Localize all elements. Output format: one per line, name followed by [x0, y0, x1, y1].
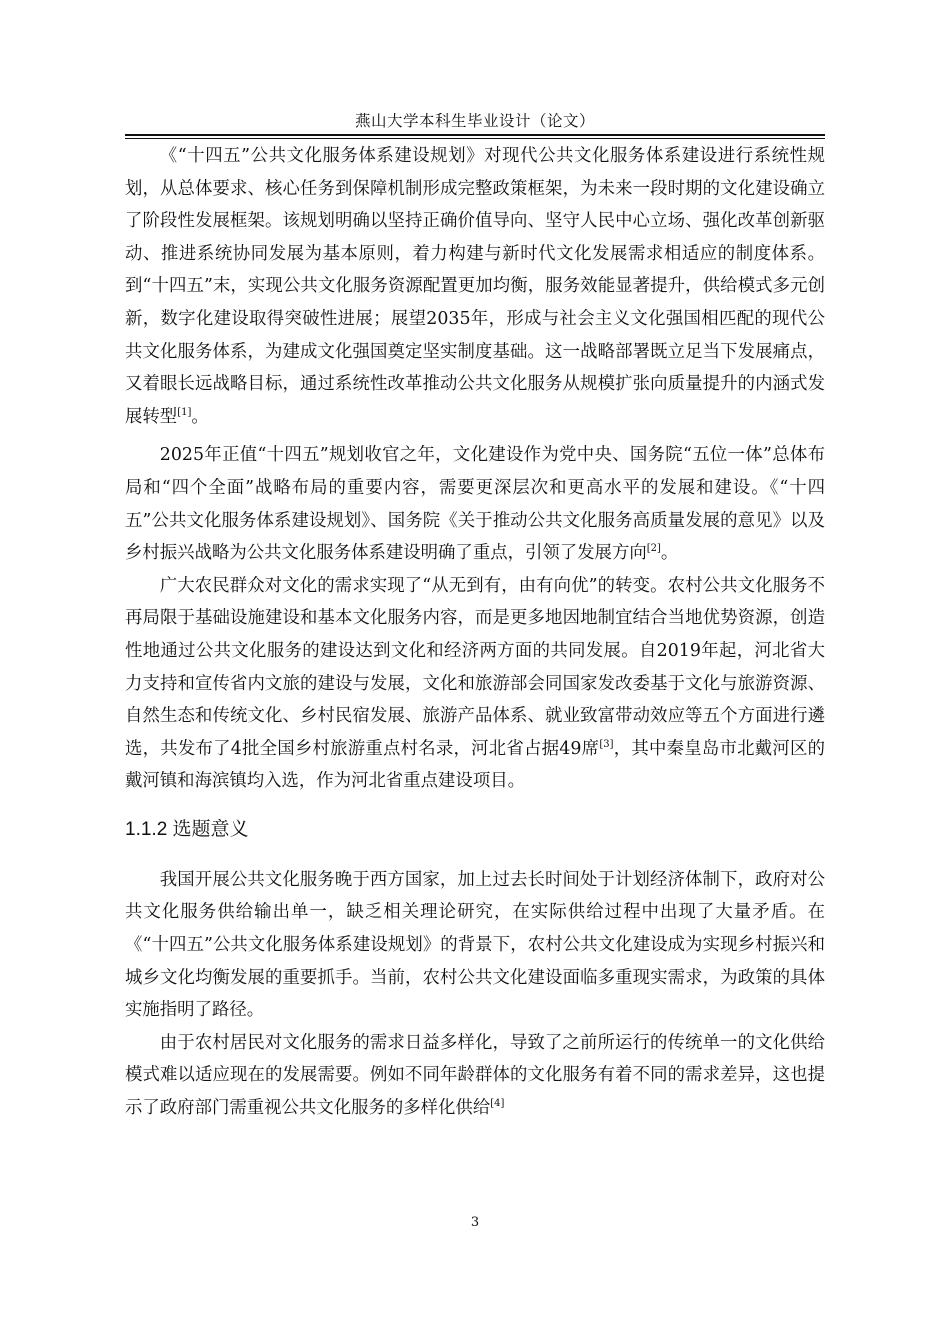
citation-ref: [2] [646, 543, 661, 555]
body-text [125, 140, 825, 1125]
page-number: 3 [470, 1215, 480, 1230]
paragraph-text: 广大农民群众对文化的需求实现了“从无到有，由有向优”的转变。农村公共文化服务不再局限于基础设施建设和基本文化服务内容，而是更多地因地制宜结合当地优势资源，创造性地通过公共文化服务的建设达到文化和经济两方面的共同发展。自2019年起，河北省大力支持和宣传省内文旅的建设与发展，文化和旅游部会同国家发改委基于文化与旅游资源、自然生态和传统文化、乡村民宿发展、旅游产品体系、就业致富带动效应等五个方面进行遴选，共发布了4批全国乡村旅游重点村名录，河北省占据49席 [125, 575, 825, 759]
paragraph-text: 《“十四五”公共文化服务体系建设规划》对现代公共文化服务体系建设进行系统性规划，从总体要求、核心任务到保障机制形成完整政策框架，为未来一段时期的文化建设确立了阶段性发展框架。该规划明确以坚持正确价值导向、坚守人民中心立场、强化改革创新驱动、推进系统协同发展为基本原则，着力构建与新时代文化发展需求相适应的制度体系。到“十四五”末，实现公共文化服务资源配置更加均衡，服务效能显著提升，供给模式多元创新，数字化建设取得突破性进展；展望2035年，形成与社会主义文化强国相匹配的现代公共文化服务体系，为建成文化强国奠定坚实制度基础。这一战略部署既立足当下发展痛点，又着眼长远战略目标，通过系统性改革推动公共文化服务从规模扩张向质量提升的内涵式发展转型 [125, 146, 825, 427]
paragraph-5 [125, 1027, 825, 1125]
paragraph-text: 我国开展公共文化服务晚于西方国家，加上过去长时间处于计划经济体制下，政府对公共文化服务供给输出单一，缺乏相关理论研究，在实际供给过程中出现了大量矛盾。在《“十四五”公共文化服务体系建设规划》的背景下，农村公共文化建设成为实现乡村振兴和城乡文化均衡发展的重要抓手。当前，农村公共文化建设面临多重现实需求，为政策的具体实施指明了路径。 [125, 869, 825, 1021]
header-rule-thick [125, 134, 825, 136]
citation-ref: [3] [599, 738, 614, 750]
citation-ref: [4] [490, 1098, 505, 1110]
paragraph-text: 由于农村居民对文化服务的需求日益多样化，导致了之前所运行的传统单一的文化供给模式难以适应现在的发展需要。例如不同年龄群体的文化服务有着不同的需求差异，这也提示了政府部门需重视公共文化服务的多样化供给 [125, 1032, 825, 1119]
paragraph-text: 2025年正值“十四五”规划收官之年，文化建设作为党中央、国务院“五位一体”总体布局和“四个全面”战略布局的重要内容，需要更深层次和更高水平的发展和建设。《“十四五”公共文化服务体系建设规划》、国务院《关于推动公共文化服务高质量发展的意见》以及乡村振兴战略为公共文化服务体系建设明确了重点，引领了发展方向 [125, 445, 825, 564]
citation-ref: [1] [177, 406, 192, 418]
header-rule-thin [125, 138, 825, 139]
paragraph-3 [125, 570, 825, 798]
paragraph-tail: ，其中秦皇岛市北戴河区的戴河镇和海滨镇均入选，作为河北省重点建设项目。 [125, 738, 825, 792]
paragraph-4 [125, 864, 825, 1027]
section-heading: 1.1.2 选题意义 [125, 818, 249, 840]
running-header: 燕山大学本科生毕业设计（论文） [354, 112, 595, 130]
paragraph-2 [125, 439, 825, 569]
paragraph-tail: 。 [660, 543, 679, 564]
paragraph-tail: 。 [191, 406, 209, 427]
paragraph-1 [125, 140, 825, 433]
